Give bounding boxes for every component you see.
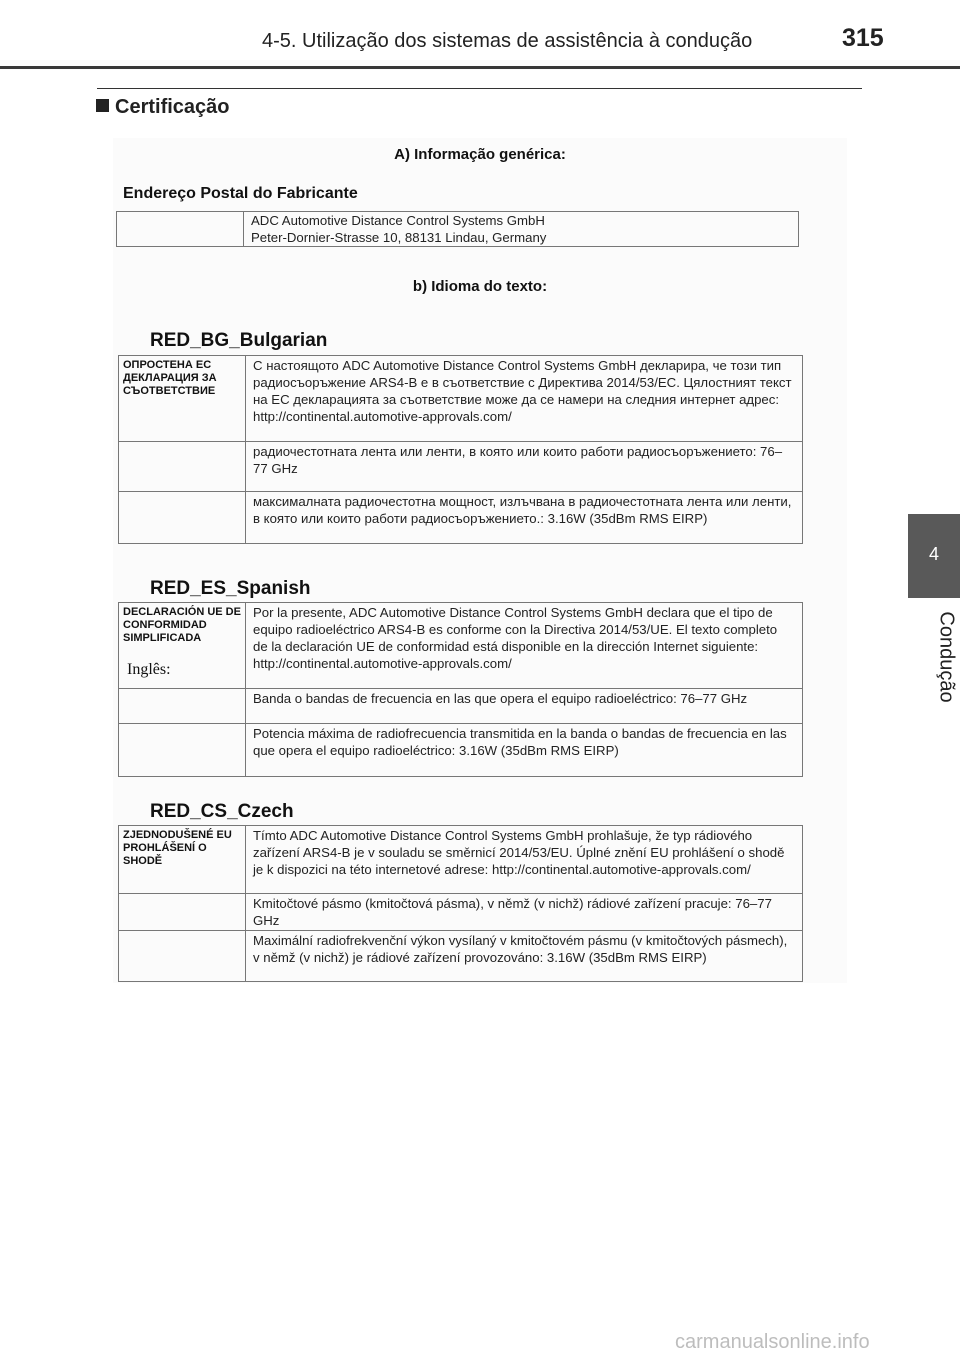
empty-key-cell (119, 931, 246, 982)
language-title-bg: RED_BG_Bulgarian (150, 330, 328, 351)
declaration-table-bg (118, 355, 803, 544)
chapter-tab (908, 514, 960, 598)
max-power-es: Potencia máxima de radiofrecuencia transmitida en la banda o bandas de frecuencia en las que opera el equipo radioeléctrico: 3.16W (35dBm RMS EIRP) (246, 724, 803, 777)
empty-key-cell (119, 442, 246, 492)
manufacturer-name: ADC Automotive Distance Control Systems GmbH (251, 213, 545, 228)
frequency-band-es: Banda o bandas de frecuencia en las que opera el equipo radioeléctrico: 76–77 GHz (246, 689, 803, 724)
declaration-text-cs: Tímto ADC Automotive Distance Control Systems GmbH prohlašuje, že typ rádiového zařízení ARS4-B je v souladu se směrnicí 2014/53/EU. Úplné znění EU prohlášení o shodě je k dispozici na této internetové adrese: http://continental.automotive-approvals.com/ (246, 826, 803, 894)
empty-key-cell (119, 492, 246, 544)
header-rule (0, 66, 960, 69)
language-title-cs: RED_CS_Czech (150, 801, 294, 822)
section-heading (96, 96, 230, 119)
declaration-heading-bg: ОПРОСТЕНА ЕС ДЕКЛАРАЦИЯ ЗА СЪОТВЕТСТВИЕ (119, 356, 246, 442)
declaration-table-cs (118, 825, 803, 982)
language-title-es: RED_ES_Spanish (150, 578, 311, 599)
declaration-table-es (118, 602, 803, 777)
declaration-text-es: Por la presente, ADC Automotive Distance Control Systems GmbH declara que el tipo de equipo radioeléctrico ARS4-B es conforme con la Directiva 2014/53/UE. El texto completo de la declaración UE de conformidad está disponible en la dirección Internet siguiente: http://continental.automotive-approvals.com/ (246, 603, 803, 689)
overlay-note: Inglês: (127, 661, 171, 678)
declaration-heading-cs: ZJEDNODUŠENÉ EU PROHLÁŠENÍ O SHODĚ (119, 826, 246, 894)
section-heading-text: Certificação (115, 96, 230, 118)
section-rule (97, 88, 862, 89)
generic-info-caption: A) Informação genérica: (394, 146, 566, 163)
chapter-tab-number: 4 (928, 544, 939, 564)
manufacturer-address-label: Endereço Postal do Fabricante (123, 185, 358, 202)
max-power-cs: Maximální radiofrekvenční výkon vysílaný v kmitočtovém pásmu (v kmitočtových pásmech), v němž (v nichž) je rádiové zařízení provozováno: 3.16W (35dBm RMS EIRP) (246, 931, 803, 982)
manufacturer-street: Peter-Dornier-Strasse 10, 88131 Lindau, Germany (251, 230, 547, 245)
manufacturer-table (116, 211, 799, 247)
frequency-band-bg: радиочестотната лента или ленти, в която или които работи радиосъоръжението: 76–77 GHz (246, 442, 803, 492)
chapter-side-label: Condução (935, 611, 958, 703)
page-number: 315 (842, 24, 884, 52)
manufacturer-address-cell (244, 212, 799, 247)
language-caption: b) Idioma do texto: (412, 278, 548, 295)
chapter-title: 4-5. Utilização dos sistemas de assistência à condução (262, 30, 753, 52)
declaration-text-bg: С настоящото ADC Automotive Distance Control Systems GmbH декларира, че този тип радиосъоръжение ARS4-B е в съответствие с Директива 2014/53/ЕС. Цялостният текст на ЕС декларацията за съответствие може да се намери на следния интернет адрес: http://continental.automotive-approvals.com/ (246, 356, 803, 442)
square-bullet-icon (96, 99, 109, 112)
empty-key-cell (119, 689, 246, 724)
declaration-heading-es: DECLARACIÓN UE DE CONFORMIDAD SIMPLIFICADA (119, 603, 246, 689)
empty-key-cell (119, 724, 246, 777)
frequency-band-cs: Kmitočtové pásmo (kmitočtová pásma), v němž (v nichž) rádiové zařízení pracuje: 76–77 GHz (246, 894, 803, 931)
max-power-bg: максималната радиочестотна мощност, излъчвана в радиочестотната лента или ленти, в която или които работи радиосъоръжението.: 3.16W (35dBm RMS EIRP) (246, 492, 803, 544)
empty-key-cell (119, 894, 246, 931)
watermark: carmanualsonline.info (675, 1331, 870, 1353)
manufacturer-key-cell (117, 212, 244, 247)
